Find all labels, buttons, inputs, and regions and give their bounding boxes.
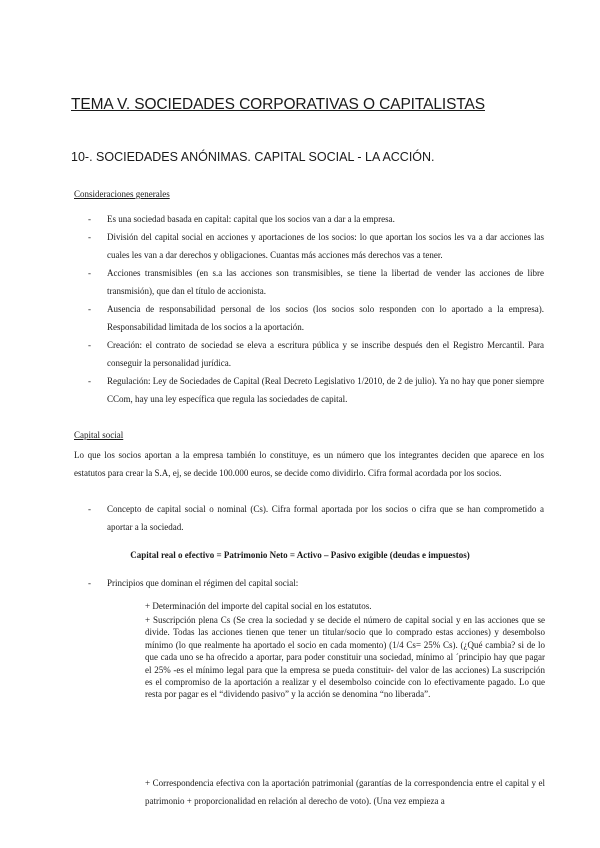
list-item: - Concepto de capital social o nominal (Cs). Cifra formal aportada por los socios o cifra que se han comprometido a aportar a la sociedad. <box>74 500 544 536</box>
list-item: - Es una sociedad basada en capital: capital que los socios van a dar a la empresa. <box>74 210 544 228</box>
principle-item: + Correspondencia efectiva con la aportación patrimonial (garantías de la correspondencia entre el capital y el patrimonio + proporcionalidad en relación al derecho de voto). (Una vez empieza a <box>145 778 545 806</box>
list-item: - División del capital social en acciones y aportaciones de los socios: lo que aportan los socios les va a dar acciones las cuales les van a dar derechos y obligaciones. Cuantas más acciones más derechos vas a tener. <box>74 228 544 264</box>
capital-formula: Capital real o efectivo = Patrimonio Neto = Activo – Pasivo exigible (deudas e impuestos) <box>130 550 470 560</box>
principios-list <box>74 574 544 592</box>
capital-social-heading: Capital social <box>74 430 124 440</box>
page-title: TEMA V. SOCIEDADES CORPORATIVAS O CAPITALISTAS <box>71 96 485 113</box>
list-item: - Regulación: Ley de Sociedades de Capital (Real Decreto Legislativo 1/2010, de 2 de julio). Ya no hay que poner siempre CCom, hay una ley específica que regula las sociedades de capital. <box>74 372 544 408</box>
list-item: - Ausencia de responsabilidad personal de los socios (los socios solo responden con lo aportado a la empresa). Responsabilidad limitada de los socios a la aportación. <box>74 300 544 336</box>
list-item: - Principios que dominan el régimen del capital social: <box>74 574 544 592</box>
concepto-list <box>74 500 544 536</box>
list-item: - Creación: el contrato de sociedad se eleva a escritura pública y se inscribe después den el Registro Mercantil. Para conseguir la personalidad jurídica. <box>74 336 544 372</box>
consideraciones-heading: Consideraciones generales <box>74 189 170 199</box>
consideraciones-list <box>74 210 544 408</box>
principle-item: + Suscripción plena Cs (Se crea la sociedad y se decide el número de capital social y en las acciones que se divide. Todas las acciones tienen que tener un titular/socio que lo comprado estas acciones) y desembolso mínimo (lo que realmente ha aportado el socio en cada momento) (1/4 Cs= 25% Cs). (¿Qué cambia? si de lo que cada uno se ha ofrecido a aportar, para poder constituir una sociedad, mínimo al ´principio hay que pagar el 25% -es el mínimo legal para que la empresa se pueda constituir- del valor de las acciones) La suscripción es el compromiso de la aportación a realizar y el desembolso coincide con lo efectivamente pagado. Lo que resta por pagar es el “dividendo pasivo” y la acción se denomina “no liberada”. <box>145 615 545 700</box>
section-subtitle: 10-. SOCIEDADES ANÓNIMAS. CAPITAL SOCIAL - LA ACCIÓN. <box>71 150 435 164</box>
capital-social-intro: Lo que los socios aportan a la empresa también lo constituye, es un número que los integrantes deciden que aparece en los estatutos para crear la S.A, ej, se decide 100.000 euros, se decide como dividirlo. Cifra formal acordada por los socios. <box>74 450 544 478</box>
principle-item: + Determinación del importe del capital social en los estatutos. <box>145 601 372 611</box>
list-item: - Acciones transmisibles (en s.a las acciones son transmisibles, se tiene la libertad de vender las acciones de libre transmisión), que dan el título de accionista. <box>74 264 544 300</box>
